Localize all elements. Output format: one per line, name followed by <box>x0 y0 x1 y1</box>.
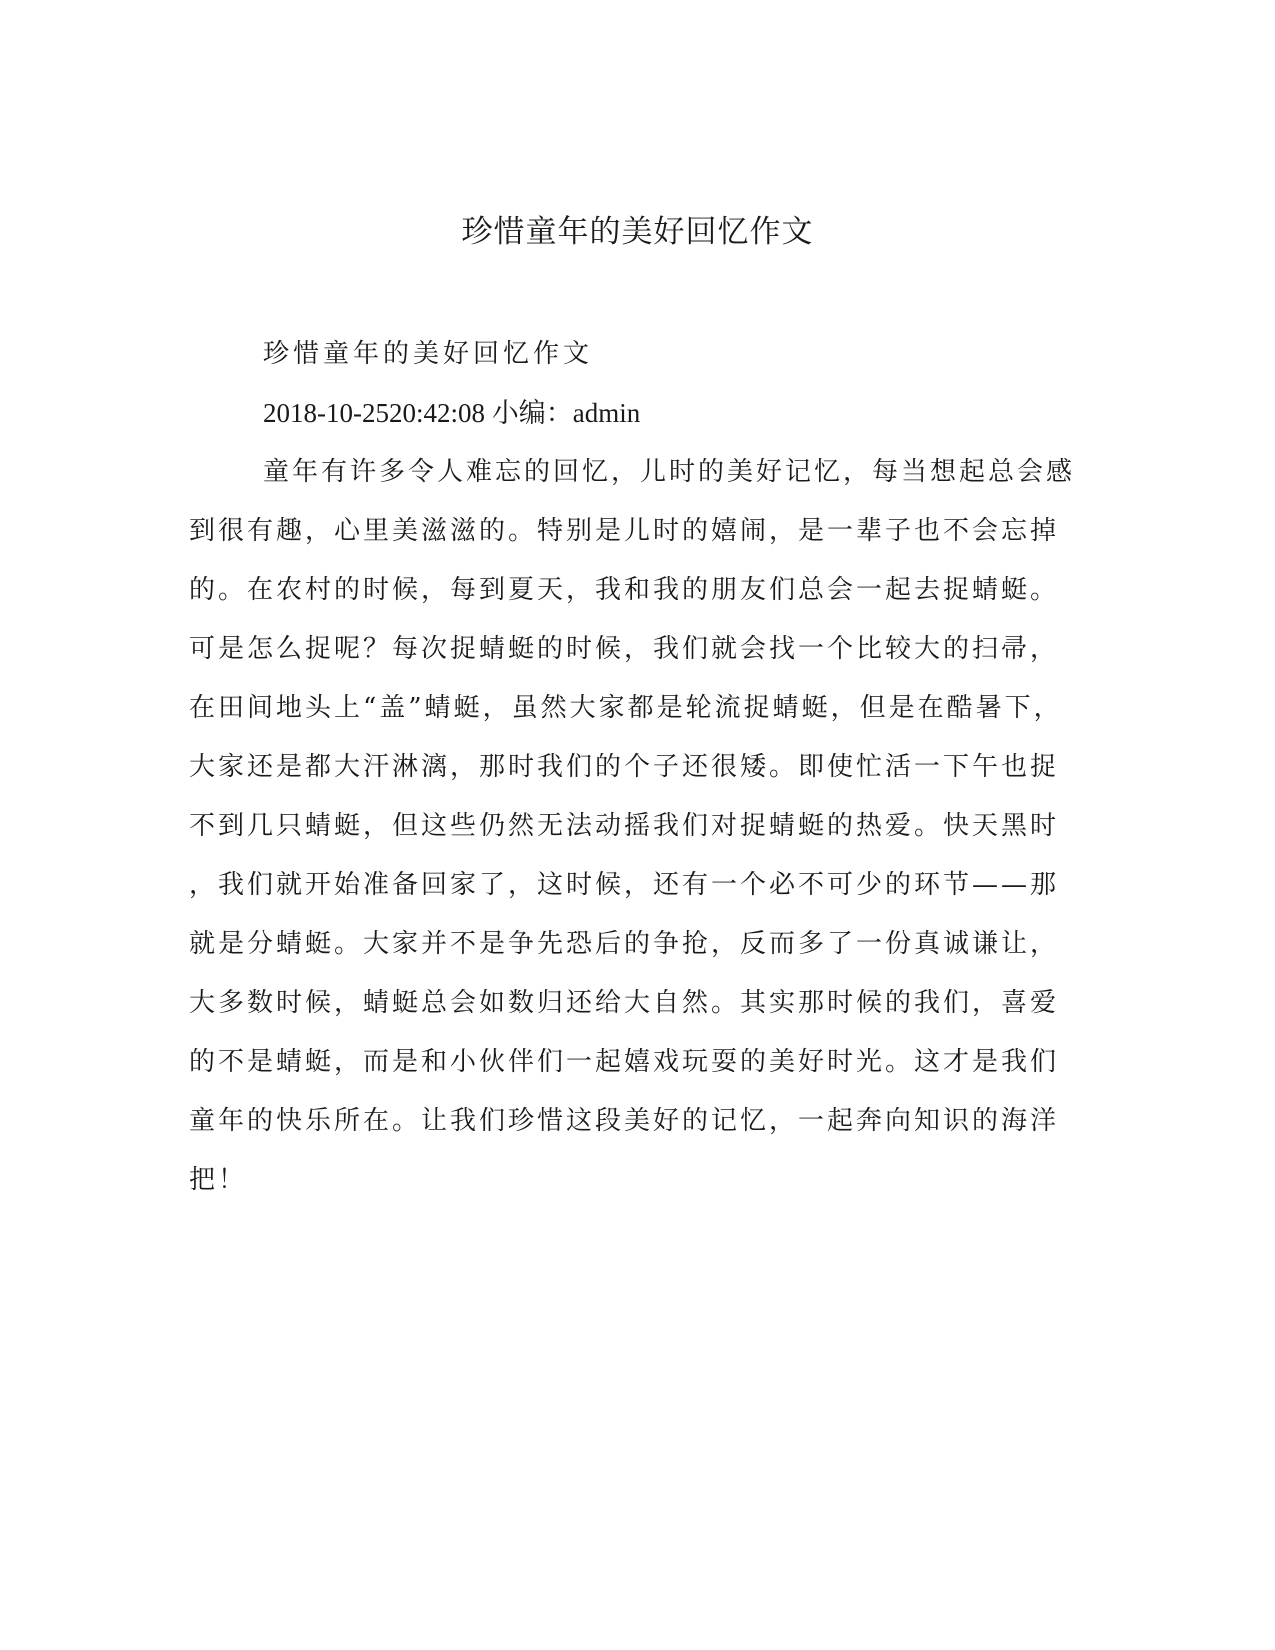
paragraph-line: 童年的快乐所在。让我们珍惜这段美好的记忆，一起奔向知识的海洋 <box>189 1106 1060 1136</box>
article-subtitle: 珍惜童年的美好回忆作文 <box>263 339 594 369</box>
paragraph-line: 大多数时候，蜻蜓总会如数归还给大自然。其实那时候的我们，喜爱 <box>189 988 1060 1018</box>
paragraph-line: 童年有许多令人难忘的回忆，儿时的美好记忆，每当想起总会感 <box>263 457 1076 487</box>
paragraph-line: ，我们就开始准备回家了，这时候，还有一个必不可少的环节——那 <box>189 870 1060 900</box>
paragraph-line: 把！ <box>189 1165 248 1195</box>
paragraph-line: 的。在农村的时候，每到夏天，我和我的朋友们总会一起去捉蜻蜓。 <box>189 575 1060 605</box>
paragraph-line: 大家还是都大汗淋漓，那时我们的个子还很矮。即使忙活一下午也捉 <box>189 752 1060 782</box>
paragraph-line: 不到几只蜻蜓，但这些仍然无法动摇我们对捉蜻蜓的热爱。快天黑时 <box>189 811 1060 841</box>
paragraph-line: 在田间地头上“盖”蜻蜓，虽然大家都是轮流捉蜻蜓，但是在酷暑下， <box>189 693 1063 723</box>
article-meta: 2018-10-2520:42:08 小编：admin <box>263 398 641 428</box>
paragraph-line: 的不是蜻蜓，而是和小伙伴们一起嬉戏玩耍的美好时光。这才是我们 <box>189 1047 1060 1077</box>
page-title: 珍惜童年的美好回忆作文 <box>461 214 814 250</box>
paragraph-line: 到很有趣，心里美滋滋的。特别是儿时的嬉闹，是一辈子也不会忘掉 <box>189 516 1060 546</box>
paragraph-line: 就是分蜻蜓。大家并不是争先恐后的争抢，反而多了一份真诚谦让， <box>189 929 1060 959</box>
paragraph-line: 可是怎么捉呢？每次捉蜻蜓的时候，我们就会找一个比较大的扫帚， <box>189 634 1060 664</box>
